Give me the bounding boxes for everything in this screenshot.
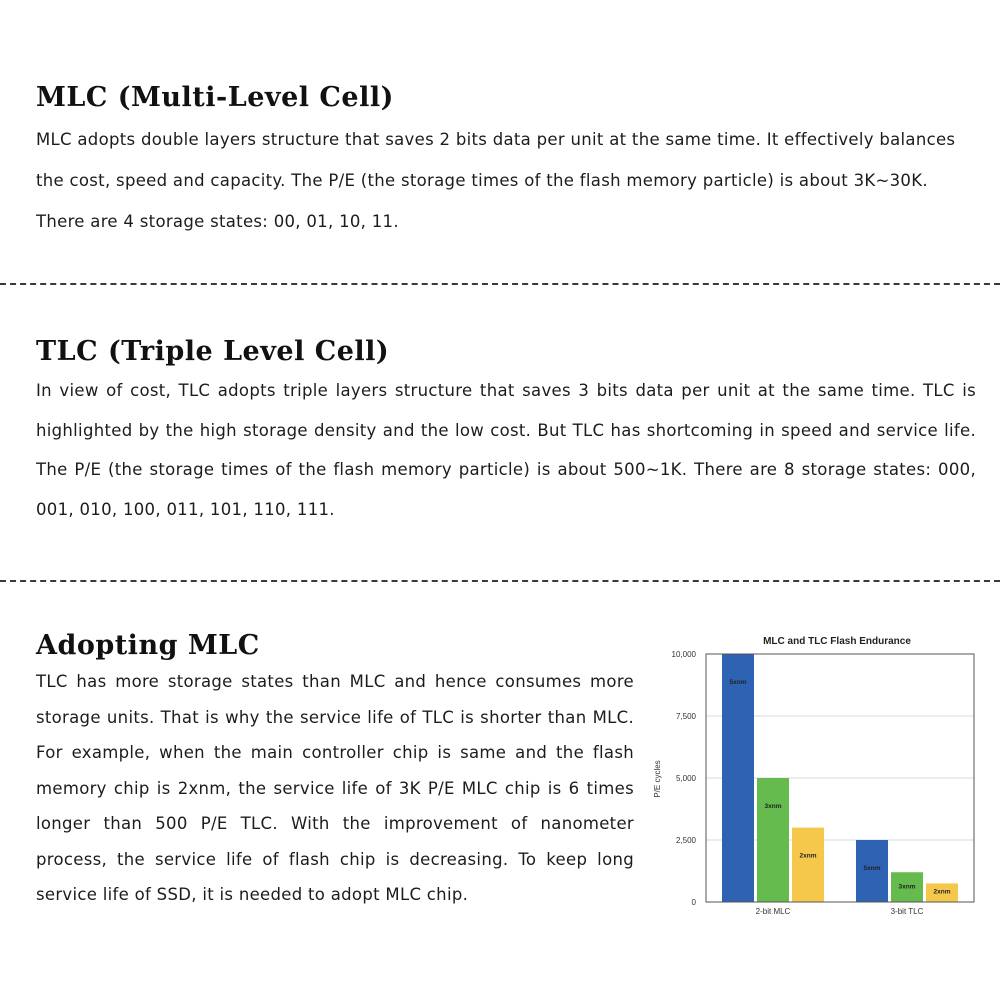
section-divider <box>0 580 1000 582</box>
chart-y-tick-label: 0 <box>691 898 696 907</box>
chart-bar-label: 2xnm <box>933 888 951 896</box>
chart-bar-label: 2xnm <box>799 852 817 860</box>
chart-x-tick-label: 2-bit MLC <box>755 907 791 916</box>
chart-y-tick-label: 10,000 <box>671 650 696 659</box>
chart-y-ticks <box>672 650 697 907</box>
chart-y-tick-label: 5,000 <box>675 774 696 783</box>
chart-bar-label: 3xnm <box>898 883 916 891</box>
tlc-paragraph: In view of cost, TLC adopts triple layers structure that saves 3 bits data per unit at the same time. TLC is highlighted by the high storage density and the low cost. But TLC has shortcoming in speed and service life. The P/E (the storage times of the flash memory particle) is about 500~1K. There are 8 storage states: 000, 001, 010, 100, 011, 101, 110, 111. <box>36 381 976 519</box>
mlc-heading: MLC (Multi-Level Cell) <box>36 82 394 113</box>
section-divider <box>0 283 1000 285</box>
adopting-heading: Adopting MLC <box>36 630 260 661</box>
endurance-chart <box>648 628 990 918</box>
chart-bar <box>722 654 754 902</box>
chart-bar-label: 3xnm <box>764 803 782 810</box>
chart-y-tick-label: 7,500 <box>675 712 696 721</box>
chart-bar <box>757 778 789 902</box>
adopting-paragraph: TLC has more storage states than MLC and hence consumes more storage units. That is why the service life of TLC is shorter than MLC. For example, when the main controller chip is same and the flash memory chip is 2xnm, the service life of 3K P/E MLC chip is 6 times longer than 500 P/E TLC. With the improvement of nanometer process, the service life of flash chip is decreasing. To keep long service life of SSD, it is needed to adopt MLC chip. <box>36 672 634 904</box>
chart-x-ticks <box>756 907 924 916</box>
endurance-chart-svg <box>648 628 990 918</box>
chart-x-tick-label: 3-bit TLC <box>890 907 924 916</box>
chart-y-axis-label: P/E cycles <box>653 760 662 798</box>
tlc-heading: TLC (Triple Level Cell) <box>36 336 390 367</box>
chart-bar <box>792 828 824 902</box>
mlc-paragraph: MLC adopts double layers structure that saves 2 bits data per unit at the same time. It effectively balances the cost, speed and capacity. The P/E (the storage times of the flash memory particle) is about 3K~30K. There are 4 storage states: 00, 01, 10, 11. <box>36 130 956 231</box>
chart-bar-label: 5xnm <box>863 865 881 872</box>
chart-title: MLC and TLC Flash Endurance <box>763 636 911 647</box>
chart-y-tick-label: 2,500 <box>675 836 696 845</box>
chart-bar-label: 5xnm <box>729 679 747 686</box>
